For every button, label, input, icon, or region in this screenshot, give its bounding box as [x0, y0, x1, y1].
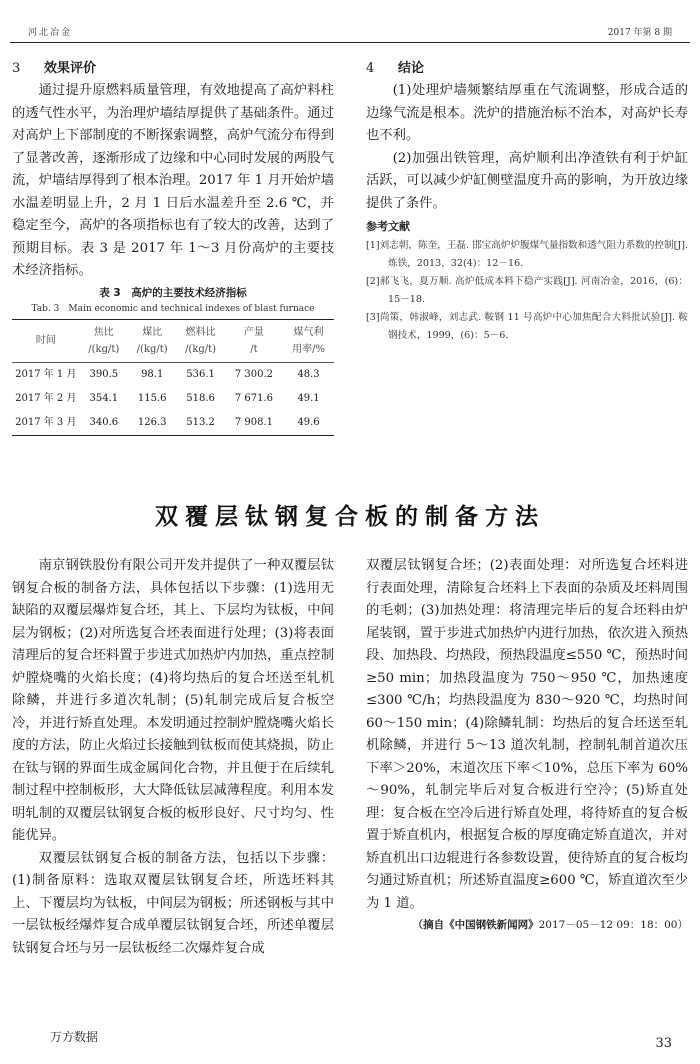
source-timestamp: 2017－05－12 09：18：00） [538, 919, 688, 931]
table-cell: 2017 年 3 月 [12, 411, 80, 436]
table-cell: 536.1 [186, 368, 215, 380]
issue-label: 2017 年第 8 期 [607, 28, 672, 38]
section-title: 结论 [398, 61, 425, 76]
left-column-top [12, 58, 334, 436]
running-header [10, 22, 690, 43]
article-paragraph: 双覆层钛钢复合板的制备方法，包括以下步骤：(1)制备原料：选取双覆层钛钢复合坯，所选坯料其上、下覆层均为钛板，中间层为钢板；所述钢板与其中一层钛板经爆炸复合成单覆层钛钢复合坯，所述单覆层钛钢复合坯与另一层钛板经二次爆炸复合成 [12, 850, 334, 956]
table-cell: 2017 年 2 月 [15, 392, 77, 404]
column-header: 燃料比 /(kg/t) [176, 319, 224, 362]
section-number: 3 [12, 61, 21, 76]
references-heading: 参考文献 [366, 220, 410, 233]
table-cell: 49.6 [283, 411, 334, 436]
source-note [366, 915, 688, 935]
conclusion-paragraph: (2)加强出铁管理，高炉顺利出净渣铁有利于炉缸活跃，可以减少炉缸侧壁温度升高的影响，为开放边缘提供了条件。 [366, 150, 688, 211]
table-cell: 7 300.2 [234, 368, 273, 380]
column-header: 煤比 /(kg/t) [128, 319, 176, 362]
page-number: 33 [655, 1036, 672, 1051]
table-caption-en: Tab. 3 Main economic and technical indexes of blast furnace [31, 303, 315, 314]
table-header-row [12, 319, 334, 362]
table-cell: 126.3 [128, 411, 176, 436]
source-label: （摘自《中国钢铁新闻网》 [412, 919, 539, 931]
table-cell: 98.1 [141, 368, 164, 380]
table-row [12, 387, 334, 411]
section-3-paragraph: 通过提升原燃料质量管理，有效地提高了高炉料柱的透气性水平，为治理炉墙结厚提供了基础条件。通过对高炉上下部制度的不断探索调整，高炉气流分布得到了显著改善，逐渐形成了边缘和中心同时发展的两股气流，炉墙结厚得到了根本治理。2017 年 1 月开始炉墙水温差明显上升，2 月 1 日后水温差升至 2.6 ℃，并稳定至今，高炉的各项指标也有了较大的改善，达到了预期目标。表 3 是 2017 年 1～3 月份高炉的主要技术经济指标。 [12, 83, 334, 278]
left-column-bottom [12, 555, 334, 960]
table-cell: 7 671.6 [234, 392, 273, 404]
table-row [12, 411, 334, 436]
column-header: 焦比 /(kg/t) [80, 319, 128, 362]
table-cell: 390.5 [89, 368, 119, 380]
column-header: 产量 /t [225, 319, 283, 362]
table-cell: 49.1 [297, 392, 320, 404]
section-4-heading [366, 58, 688, 80]
column-header: 时间 [12, 319, 80, 362]
journal-name: 河北冶金 [28, 28, 73, 38]
table-row [12, 362, 334, 387]
right-column-top [366, 58, 688, 345]
table-cell: 513.2 [176, 411, 224, 436]
section-title: 效果评价 [44, 61, 97, 76]
right-column-bottom [366, 555, 688, 935]
table-cell: 518.6 [186, 392, 215, 404]
table-caption-cn: 表 3 高炉的主要技术经济指标 [99, 286, 247, 299]
conclusion-paragraph: (1)处理炉墙频繁结厚重在气流调整，形成合适的边缘气流是根本。洗炉的措施治标不治本，对高炉长寿也不利。 [366, 83, 688, 143]
article-title: 双覆层钛钢复合板的制备方法 [155, 504, 545, 530]
reference-item: [1]刘志朝，陈奎，王磊. 邯宝高炉炉腹煤气量指数和透气阻力系数的控制[J]. 炼铁，2013，32(4)：12－16. [366, 240, 688, 269]
table-cell: 115.6 [137, 392, 167, 404]
article-paragraph-continued: 双覆层钛钢复合坯；(2)表面处理：对所选复合坯料进行表面处理，清除复合坯料上下表面的杂质及坯料周围的毛刺；(3)加热处理：将清理完毕后的复合坯料由炉尾装钢，置于步进式加热炉内进行加热，依次进入预热段、加热段、均热段，预热段温度≤550 ℃，预热时间≥50 min；加热段温度为 750～950 ℃，加热速度≤300 ℃/h；均热段温度为 830～920 ℃，均热时间 60～150 min；(4)除鳞轧制：均热后的复合坯送至轧机除鳞，并进行 5～13 道次轧制，控制轧制首道次压下率＞20%，末道次压下率＜10%，总压下率为 60%～90%，轧制完毕后对复合板进行空冷；(5)矫直处理：复合板在空冷后进行矫直处理，将待矫直的复合板置于矫直机内，根据复合板的厚度确定矫直道次，并对矫直机出口边辊进行各参数设置，使待矫直的复合板均匀通过矫直机；所述矫直温度≥600 ℃，矫直道次至少为 1 道。 [366, 558, 688, 911]
watermark: 万方数据 [50, 1030, 99, 1044]
table-cell: 7 908.1 [225, 411, 283, 436]
reference-item: [2]郝飞飞，夏万顺. 高炉低成本料下稳产实践[J]. 河南冶金，2016，(6)：15－18. [366, 276, 688, 305]
reference-item: [3]尚策，韩淑峰，刘志武. 鞍钢 11 号高炉中心加焦配合大料批试验[J]. 鞍钢技术，1999，(6)：5－6. [366, 312, 688, 341]
indexes-table [12, 319, 334, 436]
table-cell: 354.1 [89, 392, 119, 404]
article-paragraph: 南京钢铁股份有限公司开发并提供了一种双覆层钛钢复合板的制备方法，具体包括以下步骤：(1)选用无缺陷的双覆层爆炸复合坯，其上、下层均为钛板，中间层为钢板；(2)对所选复合坯表面进行处理；(3)将表面清理后的复合坯料置于步进式加热炉内加热，重点控制炉膛烧嘴的火焰长度；(4)将均热后的复合坯送至轧机除鳞，并进行多道次轧制；(5)轧制完成后复合板空冷，并进行矫直处理。本发明通过控制炉膛烧嘴火焰长度的方法，防止火焰过长接触到钛板而使其烧损，防止在钛与钢的界面生成金属间化合物，并且便于在后续轧制过程中控制板形，大大降低钛层减薄程度。利用本发明轧制的双覆层钛钢复合板的板形良好、尺寸均匀、性能优异。 [12, 558, 334, 843]
table-cell: 340.6 [80, 411, 128, 436]
column-header: 煤气利 用率/% [283, 319, 334, 362]
section-3-heading [12, 58, 334, 80]
section-number: 4 [366, 61, 375, 76]
table-cell: 48.3 [297, 368, 320, 380]
table-cell: 2017 年 1 月 [15, 368, 77, 380]
